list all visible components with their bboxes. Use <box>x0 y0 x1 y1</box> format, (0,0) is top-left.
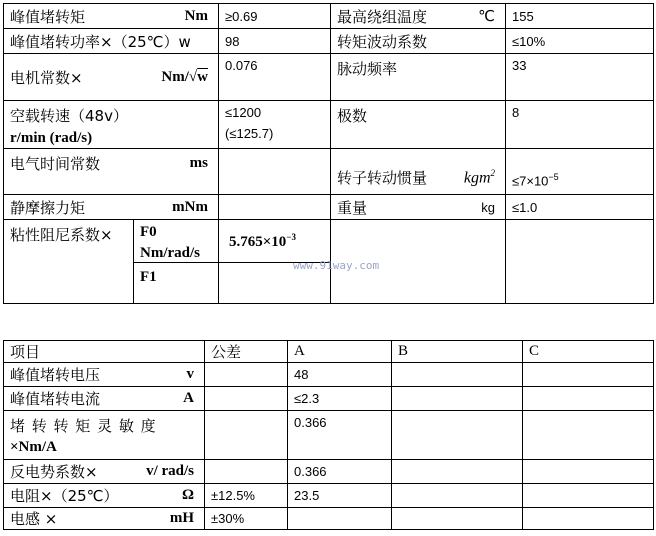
rotor-inertia-label: 转子转动惯量 kgm$^2$ <box>331 149 506 195</box>
row-a: 0.366 <box>288 460 392 484</box>
row-label: 电阻×（25℃） Ω <box>4 484 205 508</box>
row-c <box>523 387 654 411</box>
row-c <box>523 508 654 530</box>
viscous-damping-f1-label: F1 <box>134 263 219 304</box>
motor-constant-label: 电机常数× Nm/√w <box>4 54 219 101</box>
row-b <box>392 508 523 530</box>
header-a: A <box>288 341 392 363</box>
row-b <box>392 484 523 508</box>
peak-stall-power-label: 峰值堵转功率×（25℃）w <box>4 29 219 54</box>
peak-stall-torque-value: ≥0.69 <box>219 4 331 29</box>
row-label: 电感 × mH <box>4 508 205 530</box>
electrical-time-constant-value <box>219 149 331 195</box>
row-c <box>523 460 654 484</box>
empty-cell <box>506 220 654 304</box>
row-tolerance: ±12.5% <box>205 484 288 508</box>
max-winding-temp-value: 155 <box>506 4 654 29</box>
static-friction-torque-value <box>219 195 331 220</box>
pulse-frequency-value: 33 <box>506 54 654 101</box>
static-friction-torque-label: 静摩擦力矩 mNm <box>4 195 219 220</box>
row-label: 峰值堵转电流 A <box>4 387 205 411</box>
row-a: 23.5 <box>288 484 392 508</box>
row-tolerance <box>205 387 288 411</box>
row-a: 48 <box>288 363 392 387</box>
tolerance-table <box>3 340 654 530</box>
no-load-speed-label: 空载转速（48v） r/min (rad/s) <box>4 101 219 149</box>
header-tolerance: 公差 <box>205 341 288 363</box>
electrical-time-constant-label: 电气时间常数 ms <box>4 149 219 195</box>
torque-ripple-label: 转矩波动系数 <box>331 29 506 54</box>
row-tolerance <box>205 411 288 460</box>
row-tolerance <box>205 460 288 484</box>
row-c <box>523 411 654 460</box>
viscous-damping-label: 粘性阻尼系数× <box>4 220 134 304</box>
header-b: B <box>392 341 523 363</box>
watermark: www.91way.com <box>293 259 380 272</box>
weight-value: ≤1.0 <box>506 195 654 220</box>
pole-count-label: 极数 <box>331 101 506 149</box>
row-label: 峰值堵转电压 v <box>4 363 205 387</box>
rotor-inertia-value: $\le 7\times 10^{-5}$ <box>506 149 654 195</box>
row-label: 堵 转 转 矩 灵 敏 度 ×Nm/A <box>4 411 205 460</box>
row-a: 0.366 <box>288 411 392 460</box>
viscous-damping-f0-value: $5.765\times 10^{-3}$ <box>219 220 331 263</box>
max-winding-temp-label: 最高绕组温度 ℃ <box>331 4 506 29</box>
torque-ripple-value: ≤10% <box>506 29 654 54</box>
row-c <box>523 484 654 508</box>
viscous-damping-f0-label: F0 Nm/rad/s <box>134 220 219 263</box>
row-label: 反电势系数× v/ rad/s <box>4 460 205 484</box>
weight-label: 重量 kg <box>331 195 506 220</box>
peak-stall-torque-label: 峰值堵转矩 Nm <box>4 4 219 29</box>
motor-constant-value: 0.076 <box>219 54 331 101</box>
row-a <box>288 508 392 530</box>
row-tolerance: ±30% <box>205 508 288 530</box>
header-item: 项目 <box>4 341 205 363</box>
row-b <box>392 387 523 411</box>
row-tolerance <box>205 363 288 387</box>
pulse-frequency-label: 脉动频率 <box>331 54 506 101</box>
row-b <box>392 363 523 387</box>
row-c <box>523 363 654 387</box>
no-load-speed-value: ≤1200 (≤125.7) <box>219 101 331 149</box>
row-a: ≤2.3 <box>288 387 392 411</box>
row-b <box>392 460 523 484</box>
peak-stall-power-value: 98 <box>219 29 331 54</box>
header-c: C <box>523 341 654 363</box>
pole-count-value: 8 <box>506 101 654 149</box>
row-b <box>392 411 523 460</box>
